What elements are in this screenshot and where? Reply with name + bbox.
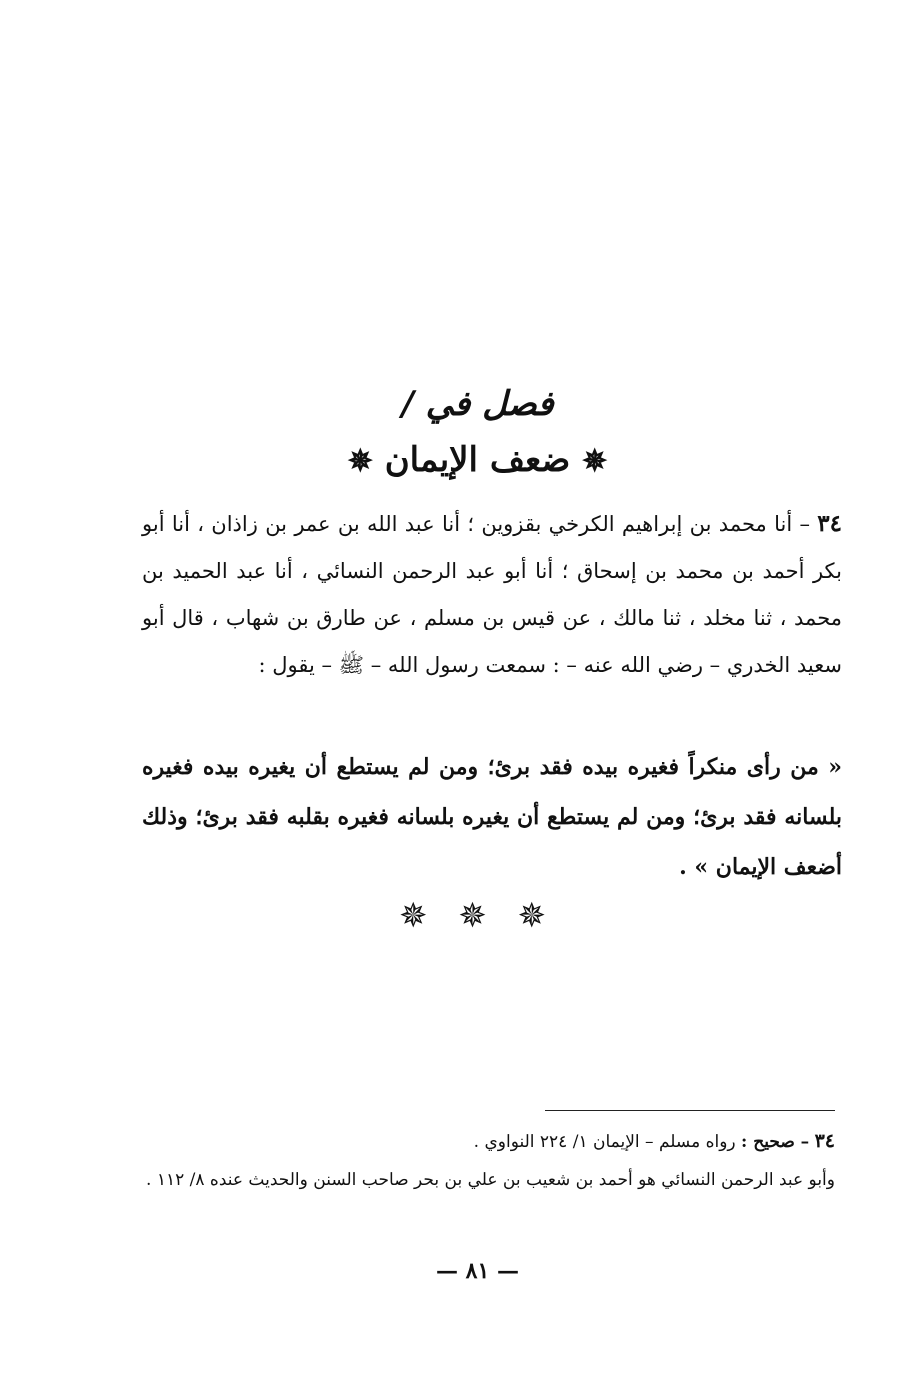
section-divider-stars: ✵ ✵ ✵ — [398, 896, 557, 936]
hadith-number: ٣٤ — [817, 510, 842, 537]
star-ornament-icon: ✵ — [347, 444, 373, 479]
footnote-line-2: وأبو عبد الرحمن النسائي هو أحمد بن شعيب بن علي بن بحر صاحب السنن والحديث عنده ٨/ ١١٢ . — [146, 1170, 835, 1190]
chapter-heading — [0, 378, 915, 488]
footnote-rule — [545, 1110, 835, 1111]
footnote-line-1 — [90, 1122, 835, 1161]
footnote-number: ٣٤ — [814, 1130, 835, 1152]
footnotes — [90, 1122, 835, 1199]
chapter-title-line — [40, 434, 915, 488]
hadith-isnad: – أنا محمد بن إبراهيم الكرخي بقزوين ؛ أنا عبد الله بن عمر بن زاذان ، أنا أبو بكر أحمد بن محمد بن إسحاق ؛ أنا أبو عبد الرحمن النسائي ، أنا عبد الحميد بن محمد ، ثنا مخلد ، ثنا مالك ، عن قيس بن مسلم ، عن طارق بن شهاب ، قال أبو سعيد الخدري – رضي الله عنه – : سمعت رسول الله – ﷺ – يقول : — [142, 512, 842, 677]
chapter-title: ضعف الإيمان — [384, 440, 571, 480]
footnote-source: رواه مسلم – الإيمان ١/ ٢٢٤ النواوي . — [473, 1132, 736, 1152]
star-ornament-icon: ✵ — [582, 444, 608, 479]
chapter-label: فصل في / — [401, 384, 554, 424]
page-number: — ٨١ — — [436, 1258, 519, 1284]
hadith-isnad-paragraph — [142, 500, 842, 689]
hadith-matn: « من رأى منكراً فغيره بيده فقد برئ؛ ومن لم يستطع أن يغيره بيده فغيره بلسانه فقد برئ؛ ومن لم يستطع أن يغيره بلسانه فغيره بقلبه فقد برئ؛ وذلك أضعف الإيمان » . — [142, 754, 842, 880]
footnote-grade: – صحيح : — [741, 1132, 810, 1152]
